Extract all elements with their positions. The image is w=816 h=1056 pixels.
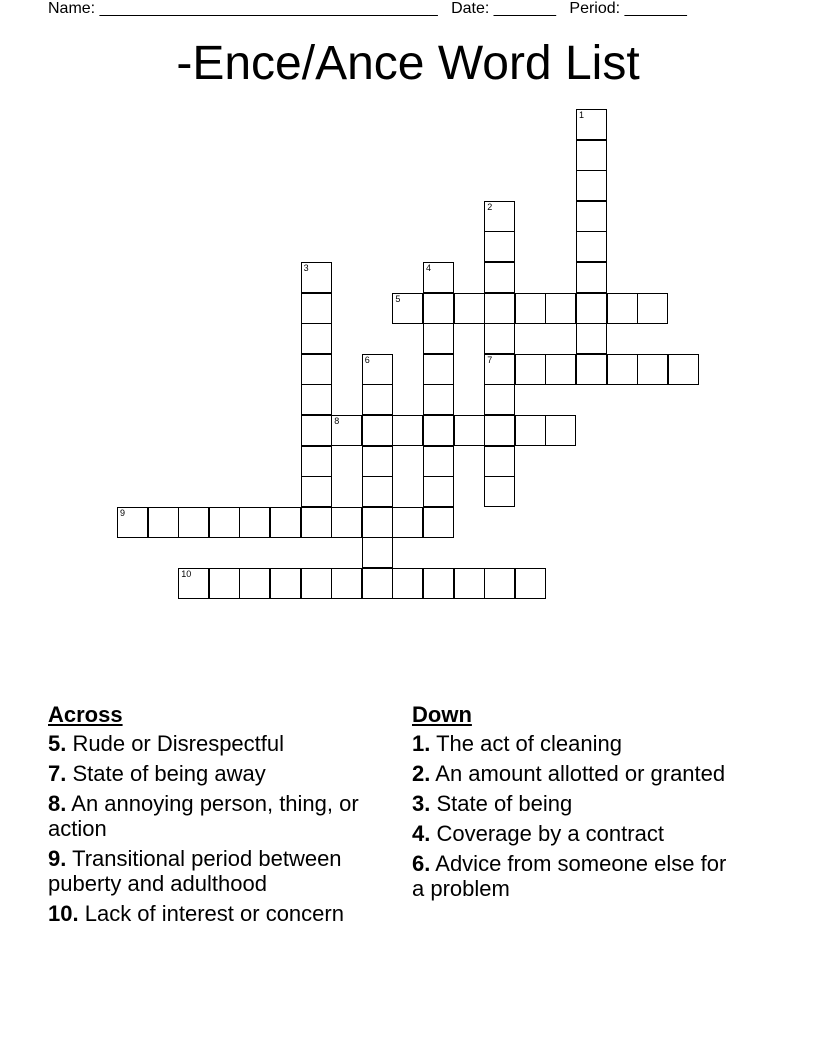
crossword-cell[interactable] — [392, 568, 423, 599]
crossword-cell[interactable] — [362, 446, 393, 477]
crossword-cell[interactable] — [117, 507, 148, 538]
crossword-cell[interactable] — [362, 415, 393, 446]
clue-number: 3. — [412, 791, 431, 816]
across-clues — [48, 702, 408, 931]
crossword-cell[interactable] — [392, 415, 423, 446]
crossword-cell[interactable] — [362, 384, 393, 415]
period-label: Period: — [569, 0, 621, 17]
crossword-cell[interactable] — [607, 293, 638, 324]
cell-number: 4 — [426, 263, 432, 273]
clue-number: 9. — [48, 846, 67, 871]
crossword-cell[interactable] — [576, 262, 607, 293]
crossword-cell[interactable] — [576, 201, 607, 232]
crossword-cell[interactable] — [484, 476, 515, 507]
crossword-cell[interactable] — [362, 354, 393, 385]
crossword-cell[interactable] — [209, 507, 240, 538]
clue-number: 5. — [48, 731, 67, 756]
crossword-cell[interactable] — [637, 293, 668, 324]
clue-number: 8. — [48, 791, 67, 816]
clue-text: Advice from someone else for a problem — [412, 851, 727, 901]
crossword-cell[interactable] — [301, 507, 332, 538]
crossword-cell[interactable] — [545, 354, 576, 385]
down-clue — [412, 821, 742, 846]
down-clue — [412, 851, 742, 901]
clue-number: 10. — [48, 901, 79, 926]
crossword-cell[interactable] — [331, 568, 362, 599]
name-label: Name: — [48, 0, 96, 17]
crossword-cell[interactable] — [484, 384, 515, 415]
clue-text: State of being away — [72, 761, 266, 786]
crossword-cell[interactable] — [270, 568, 301, 599]
down-heading: Down — [412, 702, 472, 727]
crossword-cell[interactable] — [148, 507, 179, 538]
crossword-cell[interactable] — [301, 323, 332, 354]
across-clue — [48, 901, 408, 926]
crossword-cell[interactable] — [668, 354, 699, 385]
crossword-cell[interactable] — [576, 231, 607, 262]
date-label: Date: — [451, 0, 490, 17]
crossword-cell[interactable] — [301, 476, 332, 507]
clue-text: An amount allotted or granted — [435, 761, 726, 786]
crossword-cell[interactable] — [178, 507, 209, 538]
crossword-cell[interactable] — [484, 201, 515, 232]
crossword-cell[interactable] — [454, 415, 485, 446]
crossword-cell[interactable] — [301, 568, 332, 599]
crossword-cell[interactable] — [637, 354, 668, 385]
cell-number: 10 — [181, 569, 192, 579]
period-field[interactable]: _______ — [624, 0, 687, 17]
clue-text: The act of cleaning — [436, 731, 622, 756]
crossword-cell[interactable] — [423, 262, 454, 293]
clue-text: Lack of interest or concern — [84, 901, 344, 926]
cell-number: 8 — [334, 416, 340, 426]
crossword-cell[interactable] — [423, 476, 454, 507]
crossword-cell[interactable] — [607, 354, 638, 385]
crossword-cell[interactable] — [484, 262, 515, 293]
crossword-cell[interactable] — [301, 415, 332, 446]
clue-number: 6. — [412, 851, 431, 876]
crossword-cell[interactable] — [484, 415, 515, 446]
clue-text: An annoying person, thing, or action — [48, 791, 359, 841]
crossword-cell[interactable] — [301, 446, 332, 477]
crossword-cell[interactable] — [484, 568, 515, 599]
crossword-cell[interactable] — [423, 323, 454, 354]
crossword-cell[interactable] — [576, 109, 607, 140]
crossword-cell[interactable] — [515, 354, 546, 385]
crossword-cell[interactable] — [545, 415, 576, 446]
crossword-cell[interactable] — [454, 568, 485, 599]
crossword-cell[interactable] — [484, 293, 515, 324]
cell-number: 1 — [579, 110, 585, 120]
down-clues — [412, 702, 742, 906]
crossword-cell[interactable] — [484, 446, 515, 477]
crossword-cell[interactable] — [362, 537, 393, 568]
across-clue — [48, 846, 408, 896]
across-clue — [48, 791, 408, 841]
crossword-cell[interactable] — [392, 293, 423, 324]
name-field[interactable]: ______________________________________ — [99, 0, 438, 17]
crossword-cell[interactable] — [423, 568, 454, 599]
crossword-cell[interactable] — [301, 384, 332, 415]
cell-number: 9 — [120, 507, 126, 518]
date-field[interactable]: _______ — [493, 0, 557, 17]
crossword-cell[interactable] — [301, 262, 332, 293]
crossword-cell[interactable] — [362, 476, 393, 507]
crossword-cell[interactable] — [576, 293, 607, 324]
crossword-cell[interactable] — [301, 293, 332, 324]
crossword-cell[interactable] — [331, 507, 362, 538]
crossword-cell[interactable] — [362, 507, 393, 538]
crossword-cell[interactable] — [484, 323, 515, 354]
page-title: -Ence/Ance Word List — [176, 37, 640, 90]
crossword-cell[interactable] — [484, 354, 515, 385]
crossword-cell[interactable] — [270, 507, 301, 538]
crossword-cell[interactable] — [576, 140, 607, 171]
crossword-cell[interactable] — [423, 446, 454, 477]
crossword-cell[interactable] — [362, 568, 393, 599]
crossword-cell[interactable] — [331, 415, 362, 446]
crossword-cell[interactable] — [423, 507, 454, 538]
cell-number: 6 — [364, 354, 370, 365]
across-clue — [48, 731, 408, 756]
crossword-cell[interactable] — [423, 415, 454, 446]
clue-text: Transitional period between puberty and adulthood — [48, 846, 342, 896]
clue-text: Rude or Disrespectful — [72, 731, 285, 756]
across-clue — [48, 761, 408, 786]
crossword-cell[interactable] — [301, 354, 332, 385]
cell-number: 2 — [487, 201, 493, 212]
cell-number: 3 — [303, 263, 309, 273]
clue-text: State of being — [436, 791, 573, 816]
down-clue — [412, 761, 742, 786]
crossword-cell[interactable] — [576, 354, 607, 385]
crossword-cell[interactable] — [209, 568, 240, 599]
crossword-cell[interactable] — [423, 384, 454, 415]
clue-number: 7. — [48, 761, 67, 786]
crossword-cell[interactable] — [576, 323, 607, 354]
crossword-cell[interactable] — [454, 293, 485, 324]
crossword-cell[interactable] — [515, 293, 546, 324]
cell-number: 7 — [487, 354, 493, 365]
crossword-cell[interactable] — [178, 568, 209, 599]
crossword-cell[interactable] — [239, 568, 270, 599]
clue-number: 2. — [412, 761, 431, 786]
crossword-cell[interactable] — [484, 231, 515, 262]
crossword-cell[interactable] — [423, 293, 454, 324]
crossword-cell[interactable] — [545, 293, 576, 324]
down-clue — [412, 731, 742, 756]
clue-text: Coverage by a contract — [436, 821, 664, 846]
crossword-cell[interactable] — [392, 507, 423, 538]
cell-number: 5 — [395, 293, 401, 304]
clue-number: 1. — [412, 731, 431, 756]
crossword-cell[interactable] — [239, 507, 270, 538]
down-clue — [412, 791, 742, 816]
clue-number: 4. — [412, 821, 431, 846]
across-heading: Across — [48, 702, 123, 727]
crossword-cell[interactable] — [576, 170, 607, 201]
crossword-cell[interactable] — [515, 568, 546, 599]
crossword-cell[interactable] — [515, 415, 546, 446]
crossword-cell[interactable] — [423, 354, 454, 385]
